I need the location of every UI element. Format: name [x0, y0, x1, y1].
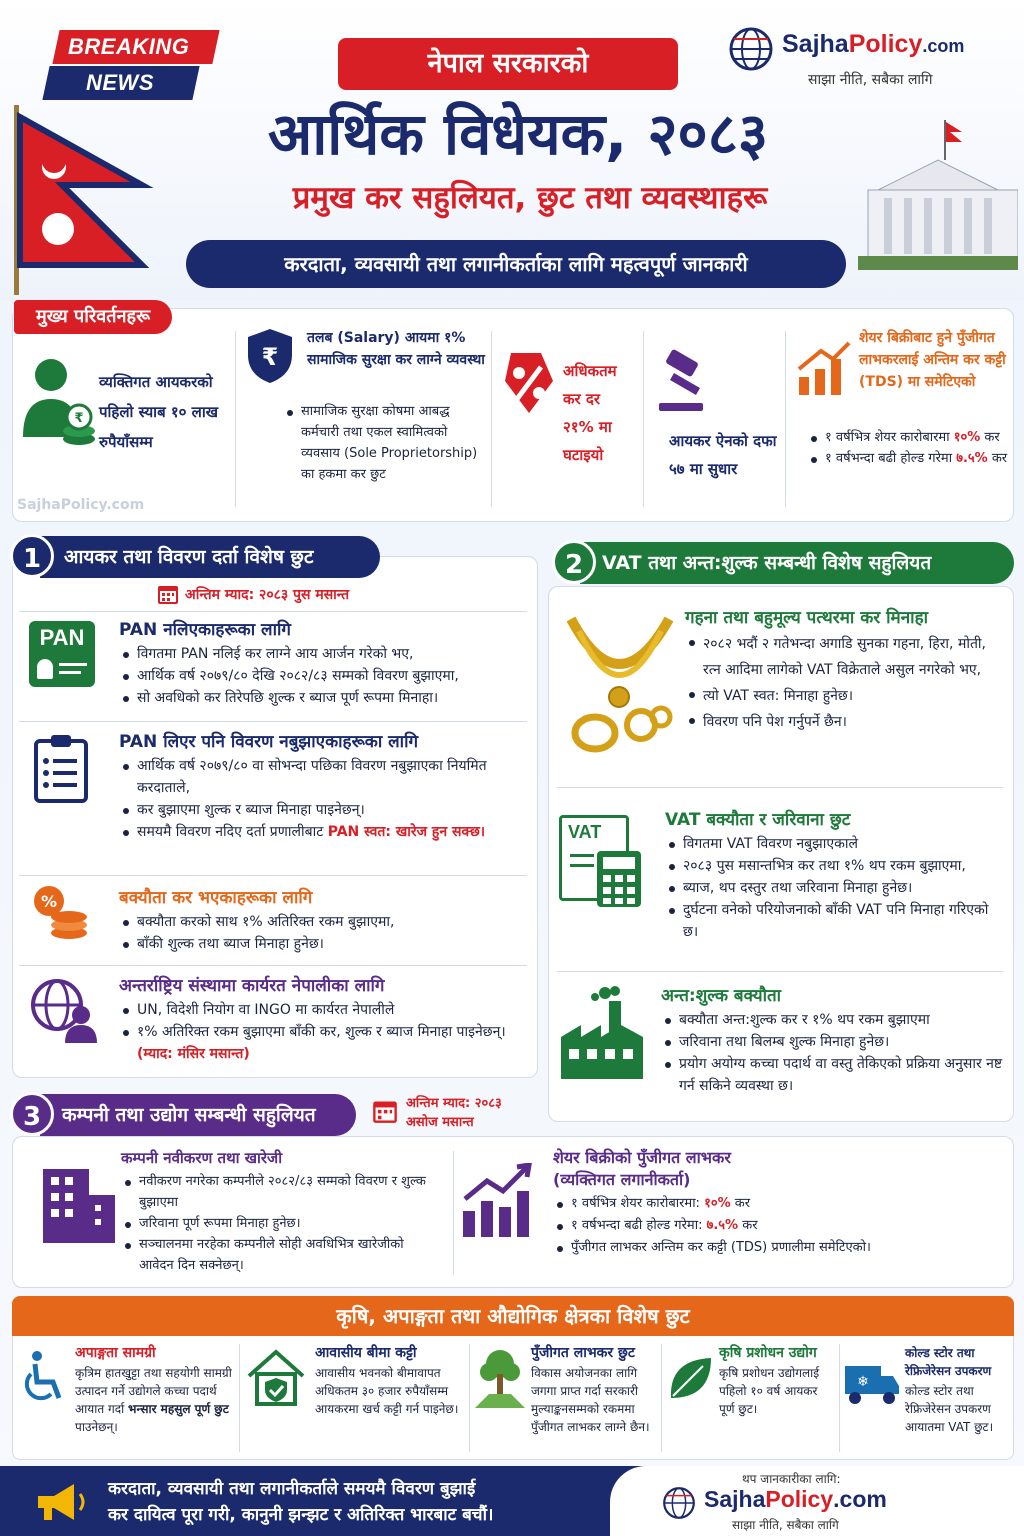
- section-2-number: 2: [552, 540, 596, 584]
- section-2-title: VAT तथा अन्त:शुल्क सम्बन्धी विशेष सहुलियत: [580, 542, 1014, 584]
- s1-arrears: बक्यौता कर भएकाहरूका लागि बक्यौता करको साथ १% अतिरिक्त रकम बुझाएमा, बाँकी शुल्क तथा ब्याज मिनाहा हुनेछ।: [119, 887, 529, 955]
- key-capital-gains-title: शेयर बिक्रीबाट हुने पुँजीगत लाभकरलाई अन्तिम कर कट्टी (TDS) मा समेटिएको: [859, 330, 1006, 390]
- section-3-number: 3: [10, 1092, 54, 1136]
- key-max-rate: अधिकतम कर दर २१% मा घटाइयो: [563, 362, 617, 464]
- megaphone-icon: [34, 1480, 90, 1524]
- section-3-deadline: अन्तिम म्याद: २०८३ असोज मसान्त: [406, 1096, 502, 1130]
- footer-tagline: साझा नीति, सबैका लागि: [732, 1518, 839, 1532]
- government-banner: नेपाल सरकारको: [338, 38, 678, 90]
- wheelchair-icon: [23, 1350, 67, 1404]
- bar-growth-icon: [459, 1163, 535, 1239]
- globe-person-icon: [29, 977, 99, 1043]
- svg-text:%: %: [40, 892, 58, 911]
- section-1-deadline: अन्तिम म्याद: २०८३ पुस मसान्त: [185, 587, 350, 603]
- footer-globe-icon: [662, 1486, 696, 1520]
- pan-card-icon: PAN: [29, 621, 95, 687]
- agri-home-insurance: आवासीय बीमा कट्टी आवासीय भवनको बीमावापत अधिकतम ३० हजार रुपैयाँसम्म आयकरमा खर्च कट्टी गर्न पाइनेछ।: [315, 1345, 459, 1416]
- percent-down-icon: [501, 349, 557, 419]
- person-coins-icon: [21, 353, 101, 453]
- shield-rupee-icon: [245, 327, 295, 385]
- key-income-slab: व्यक्तिगत आयकरको पहिलो स्याब १० लाख रुपैयाँसम्म: [99, 373, 219, 451]
- special-exemptions-header: कृषि, अपाङ्गता तथा औद्योगिक क्षेत्रका विशेष छुट: [12, 1296, 1014, 1336]
- key-changes-panel: [12, 308, 1014, 522]
- key-salary-title: तलब (Salary) आयमा १% सामाजिक सुरक्षा कर लाग्ने व्यवस्था: [307, 330, 485, 368]
- special-exemptions-panel: [12, 1336, 1014, 1460]
- globe-icon: [728, 26, 774, 72]
- clipboard-icon: [33, 733, 89, 803]
- section-1-title: आयकर तथा विवरण दर्ता विशेष छुट: [40, 536, 380, 578]
- audience-strip: करदाता, व्यवसायी तथा लगानीकर्ताका लागि महत्वपूर्ण जानकारी: [186, 240, 846, 288]
- refrigerated-truck-icon: [843, 1362, 901, 1406]
- agri-land-gains: पुँजीगत लाभकर छुट विकास अयोजनका लागि जगगा प्राप्त गर्दा सरकारी मुल्याङ्कनसम्मको रकममा पुँजीगत लाभकर लाग्ने छैन।: [531, 1345, 650, 1434]
- page-subtitle: प्रमुख कर सहुलियत, छुट तथा व्यवस्थाहरू: [292, 180, 768, 216]
- logo-tagline: साझा नीति, सबैका लागि: [808, 72, 933, 88]
- footer-message: करदाता, व्यवसायी तथा लगानीकर्ताले समयमै विवरण बुझाई कर दायित्व पूरा गरी, कानुनी झन्झट र अतिरिक्त भारबाट बचौं।: [108, 1479, 494, 1525]
- footer-logo-text: SajhaPolicy.com: [704, 1486, 887, 1512]
- growth-chart-icon: [795, 339, 855, 399]
- s1-international-staff: अन्तर्राष्ट्रिय संस्थामा कार्यरत नेपालीका लागि UN, विदेशी नियोग वा INGO मा कार्यरत नेपालीले १% अतिरिक्त रकम बुझाएमा बाँकी कर, शुल्क र ब्याज मिनाहा पाइनेछन्। (म्याद: मंसिर मसान्त): [119, 975, 529, 1065]
- leaf-icon: [665, 1354, 715, 1404]
- calendar-icon: [157, 583, 179, 605]
- key-changes-tag: मुख्य परिवर्तनहरू: [14, 300, 172, 334]
- vat-document-icon: VAT: [559, 815, 629, 901]
- s2-excise-arrears: अन्त:शुल्क बक्यौता बक्यौता अन्त:शुल्क कर र १% थप रकम बुझाएमा जरिवाना तथा बिलम्ब शुल्क मिनाहा हुनेछ। प्रयोग अयोग्य कच्चा पदार्थ वा वस्तु तेकिएको प्रक्रिया अनुसार नष्ट गर्न सकिने व्यवस्था छ।: [661, 985, 1005, 1097]
- sajhapolicy-logo[interactable]: [722, 22, 1012, 102]
- s3-share-capital-gains: शेयर बिक्रीको पुँजीगत लाभकर (व्यक्तिगत लगानीकर्ता) १ वर्षभित्र शेयर कारोबारमा: १०% कर १ वर्षभन्दा बढी होल्ड गरेमा: ७.५% कर पुँजीगत लाभकर अन्तिम कर कट्टी (TDS) प्रणालीमा समेटिएको।: [553, 1147, 993, 1259]
- header: [0, 0, 1024, 300]
- nepal-flag-icon: [10, 105, 160, 295]
- svg-text:₹: ₹: [261, 343, 279, 371]
- key-cg-bullet-2: १ वर्षभन्दा बढी होल्ड गरेमा ७.५% कर: [807, 448, 1011, 469]
- tree-land-icon: [473, 1346, 527, 1410]
- key-income-act: आयकर ऐनको दफा ५७ मा सुधार: [669, 432, 777, 478]
- footer-more-info: थप जानकारीका लागि:: [742, 1472, 841, 1486]
- calendar-icon-2: [372, 1098, 398, 1124]
- section-3-panel: [12, 1136, 1014, 1288]
- key-salary-bullet: सामाजिक सुरक्षा कोषमा आबद्ध कर्मचारी तथा एकल स्वामित्वको व्यवसाय (Sole Proprietorship) का हकमा कर छुट: [283, 401, 489, 485]
- watermark: SajhaPolicy.com: [17, 497, 145, 513]
- news-label: NEWS: [86, 70, 154, 95]
- s1-pan-none: PAN नलिएकाहरूका लागि विगतमा PAN नलिई कर लाग्ने आय आर्जन गरेको भए, आर्थिक वर्ष २०७९/८० देखि २०८२/८३ सम्मको विवरण बुझाएमा, सो अवधिको कर तिरेपछि शुल्क र ब्याज पूर्ण रूपमा मिनाहा।: [119, 619, 529, 709]
- page-title: आर्थिक विधेयक, २०८३: [267, 100, 769, 168]
- s2-jewelry: गहना तथा बहुमूल्य पत्थरमा कर मिनाहा २०८२ भदौं २ गतेभन्दा अगाडि सुनका गहना, हिरा, मोती, रत्न आदिमा लागेको VAT विक्रेताले असुल नगरेको भए, त्यो VAT स्वत: मिनाहा हुनेछ। विवरण पनि पेश गर्नुपर्ने छैन।: [685, 607, 1003, 735]
- house-shield-icon: [245, 1348, 307, 1408]
- s3-company-renewal: कम्पनी नवीकरण तथा खारेजी नवीकरण नगरेका कम्पनीले २०८२/८३ सम्मको विवरण र शुल्क बुझाएमा जरिवाना पूर्ण रूपमा मिनाहा हुनेछ। सञ्चालनमा नरहेका कम्पनीले सोही अवधिभित्र खारेजीको आवेदन दिन सक्नेछन्।: [121, 1147, 441, 1276]
- factory-icon: [559, 985, 645, 1081]
- agri-cold-storage: कोल्ड स्टोर तथा रेफ्रिजेरेसन उपकरण कोल्ड स्टोर तथा रेफ्रिजेरेसन उपकरण आयातमा VAT छुट।: [905, 1346, 994, 1434]
- breaking-label: BREAKING: [68, 34, 190, 59]
- s2-vat-arrears: VAT बक्यौता र जरिवाना छुट विगतमा VAT विवरण नबुझाएकाले २०८३ पुस मसान्तभित्र कर तथा १% थप रकम बुझाएमा, ब्याज, थप दस्तुर तथा जरिवाना मिनाहा हुनेछ। दुर्घटना वनेको परियोजनाको बाँकी VAT पनि मिनाहा गरिएको छ।: [665, 809, 1005, 943]
- section-1-number: 1: [10, 534, 54, 578]
- parliament-building-icon: [858, 120, 1018, 270]
- jewelry-icon: [561, 609, 679, 759]
- svg-text:₹: ₹: [74, 411, 84, 426]
- calculator-icon: [595, 849, 643, 909]
- office-building-icon: [39, 1165, 119, 1245]
- svg-text:❄: ❄: [857, 1374, 869, 1390]
- s1-pan-no-return: PAN लिएर पनि विवरण नबुझाएकाहरूका लागि आर्थिक वर्ष २०७९/८० वा सोभन्दा पछिका विवरण नबुझाएका नियमित करदाताले, कर बुझाएमा शुल्क र ब्याज मिनाहा पाइनेछन्। समयमै विवरण नदिए दर्ता प्रणालीबाट PAN स्वत: खारेज हुन सक्छ।: [119, 731, 529, 843]
- key-cg-bullet-1: १ वर्षभित्र शेयर कारोबारमा १०% कर: [807, 427, 1011, 448]
- logo-text: SajhaPolicy.com: [782, 30, 965, 58]
- section-3-title: कम्पनी तथा उद्योग सम्बन्धी सहुलियत: [40, 1094, 356, 1136]
- section-2-panel: [548, 586, 1014, 1122]
- section-1-panel: [12, 556, 538, 1078]
- footer: [0, 1466, 1024, 1536]
- agri-disability: अपाङ्गता सामग्री कृत्रिम हातखुट्टा तथा सहयोगी सामग्री उत्पादन गर्ने उद्योगले कच्चा पदार्थ आयात गर्दा भन्सार महसुल पूर्ण छुट पाउनेछन्।: [75, 1345, 232, 1434]
- gavel-icon: [653, 349, 713, 415]
- percent-coins-icon: [31, 883, 91, 943]
- breaking-news-badge: [46, 30, 216, 100]
- agri-processing: कृषि प्रशोधन उद्योग कृषि प्रशोधन उद्योगलाई पहिलो १० वर्ष आयकर पूर्ण छुट।: [719, 1345, 820, 1416]
- footer-logo-box[interactable]: [610, 1466, 1024, 1536]
